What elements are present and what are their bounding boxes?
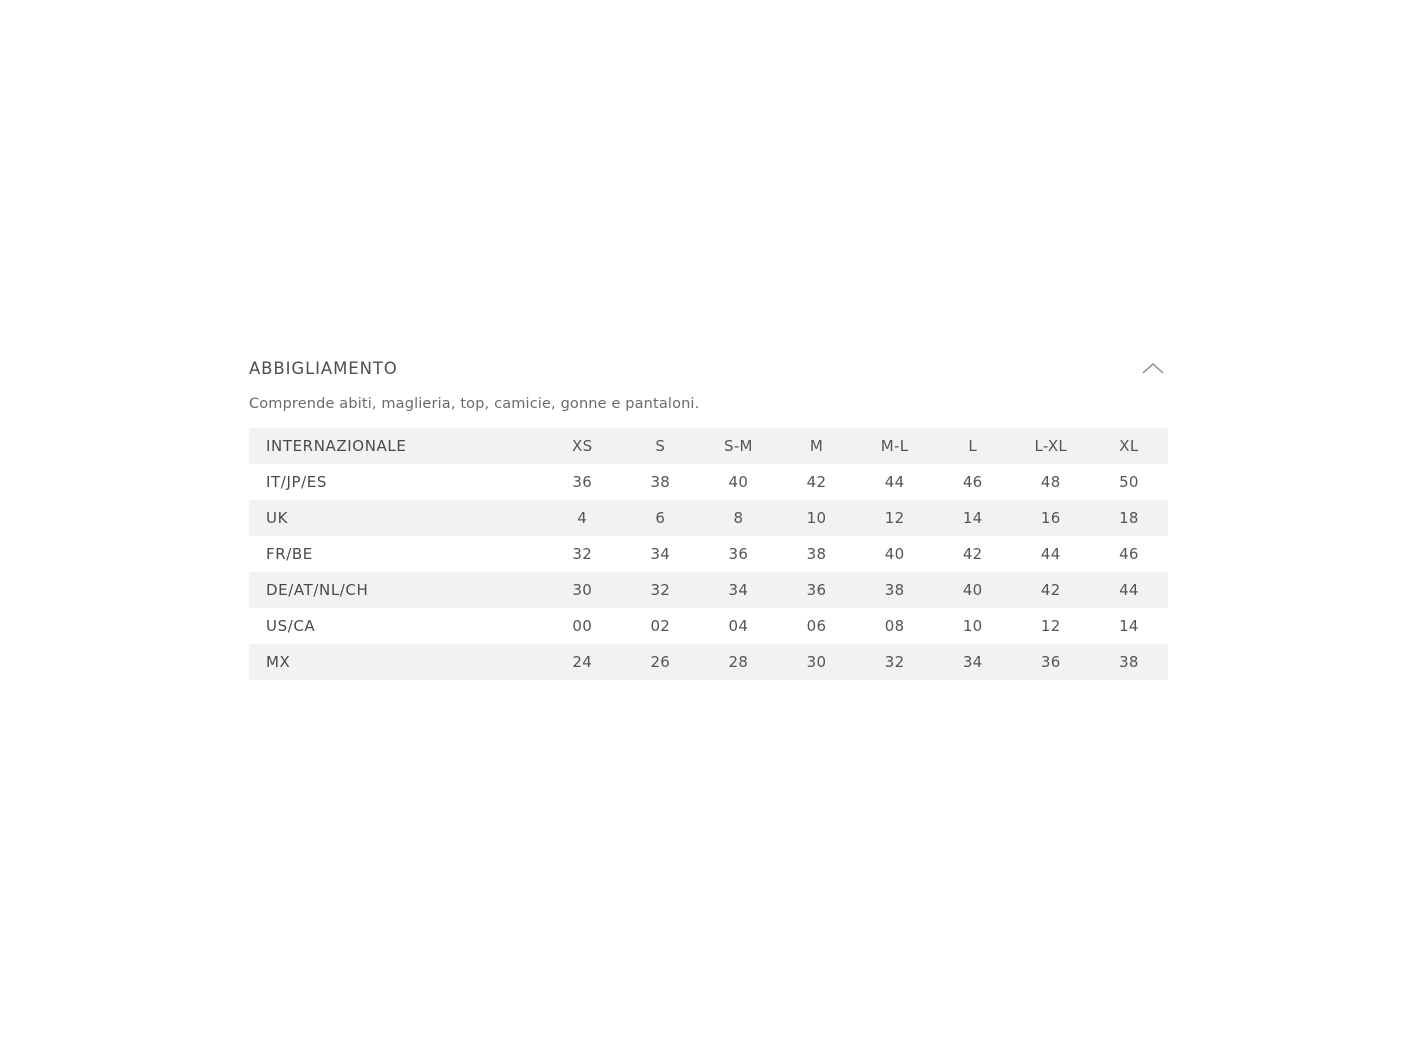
table-cell: 14 bbox=[962, 509, 983, 527]
section-description: Comprende abiti, maglieria, top, camicie, gonne e pantaloni. bbox=[249, 396, 700, 412]
row-label: MX bbox=[266, 653, 291, 671]
table-row bbox=[249, 572, 1168, 608]
table-cell: 38 bbox=[650, 473, 671, 491]
table-cell: 32 bbox=[572, 545, 593, 563]
table-cell: 42 bbox=[806, 473, 827, 491]
table-row bbox=[249, 536, 1168, 572]
table-cell: 10 bbox=[806, 509, 827, 527]
table-cell: 10 bbox=[962, 617, 983, 635]
table-cell: 32 bbox=[884, 653, 905, 671]
page-title: ABBIGLIAMENTO bbox=[249, 358, 398, 378]
table-row bbox=[249, 464, 1168, 500]
table-cell: 6 bbox=[655, 509, 666, 527]
table-cell: 36 bbox=[806, 581, 827, 599]
table-cell: 50 bbox=[1119, 473, 1139, 491]
table-cell: 18 bbox=[1119, 509, 1139, 527]
table-cell: 06 bbox=[806, 617, 827, 635]
table-cell: 40 bbox=[962, 581, 983, 599]
size-guide-panel bbox=[249, 348, 1168, 680]
table-cell: 08 bbox=[884, 617, 905, 635]
table-cell: 46 bbox=[962, 473, 983, 491]
table-cell: 32 bbox=[650, 581, 671, 599]
table-cell: 30 bbox=[572, 581, 593, 599]
row-label: FR/BE bbox=[266, 545, 313, 563]
table-cell: 34 bbox=[728, 581, 749, 599]
table-cell: 12 bbox=[1040, 617, 1061, 635]
table-cell: 34 bbox=[650, 545, 671, 563]
table-cell: 42 bbox=[962, 545, 983, 563]
table-cell: 26 bbox=[650, 653, 671, 671]
table-cell: 38 bbox=[806, 545, 827, 563]
row-label: IT/JP/ES bbox=[266, 473, 327, 491]
table-cell: 36 bbox=[1040, 653, 1061, 671]
column-header: M-L bbox=[880, 437, 909, 455]
size-conversion-table bbox=[249, 428, 1168, 680]
table-cell: 38 bbox=[884, 581, 905, 599]
row-label: DE/AT/NL/CH bbox=[266, 581, 369, 599]
table-cell: 46 bbox=[1119, 545, 1139, 563]
table-cell: 44 bbox=[884, 473, 905, 491]
table-cell: 38 bbox=[1119, 653, 1139, 671]
table-cell: 40 bbox=[728, 473, 749, 491]
column-header: S bbox=[655, 437, 666, 455]
column-header: L bbox=[968, 437, 977, 455]
row-label: UK bbox=[266, 509, 289, 527]
column-header: XS bbox=[572, 437, 593, 455]
column-header: S-M bbox=[724, 437, 753, 455]
table-cell: 8 bbox=[733, 509, 744, 527]
table-cell: 12 bbox=[884, 509, 905, 527]
table-cell: 40 bbox=[884, 545, 905, 563]
table-cell: 34 bbox=[962, 653, 983, 671]
chevron-up-icon[interactable] bbox=[1138, 353, 1168, 383]
table-cell: 16 bbox=[1040, 509, 1061, 527]
table-cell: 00 bbox=[572, 617, 593, 635]
table-cell: 14 bbox=[1119, 617, 1139, 635]
column-header: L-XL bbox=[1034, 437, 1068, 455]
table-cell: 44 bbox=[1119, 581, 1139, 599]
table-cell: 04 bbox=[728, 617, 749, 635]
table-header-row bbox=[249, 428, 1168, 464]
column-header: INTERNAZIONALE bbox=[266, 437, 407, 455]
row-label: US/CA bbox=[266, 617, 316, 635]
table-row bbox=[249, 644, 1168, 680]
table-row bbox=[249, 500, 1168, 536]
table-cell: 42 bbox=[1040, 581, 1061, 599]
table-row bbox=[249, 608, 1168, 644]
table-cell: 4 bbox=[577, 509, 588, 527]
table-cell: 24 bbox=[572, 653, 593, 671]
column-header: M bbox=[809, 437, 824, 455]
table-cell: 28 bbox=[728, 653, 749, 671]
table-cell: 30 bbox=[806, 653, 827, 671]
column-header: XL bbox=[1119, 437, 1139, 455]
table-cell: 44 bbox=[1040, 545, 1061, 563]
section-header[interactable] bbox=[249, 348, 1168, 388]
table-cell: 36 bbox=[728, 545, 749, 563]
table-cell: 36 bbox=[572, 473, 593, 491]
table-cell: 02 bbox=[650, 617, 671, 635]
table-cell: 48 bbox=[1040, 473, 1061, 491]
